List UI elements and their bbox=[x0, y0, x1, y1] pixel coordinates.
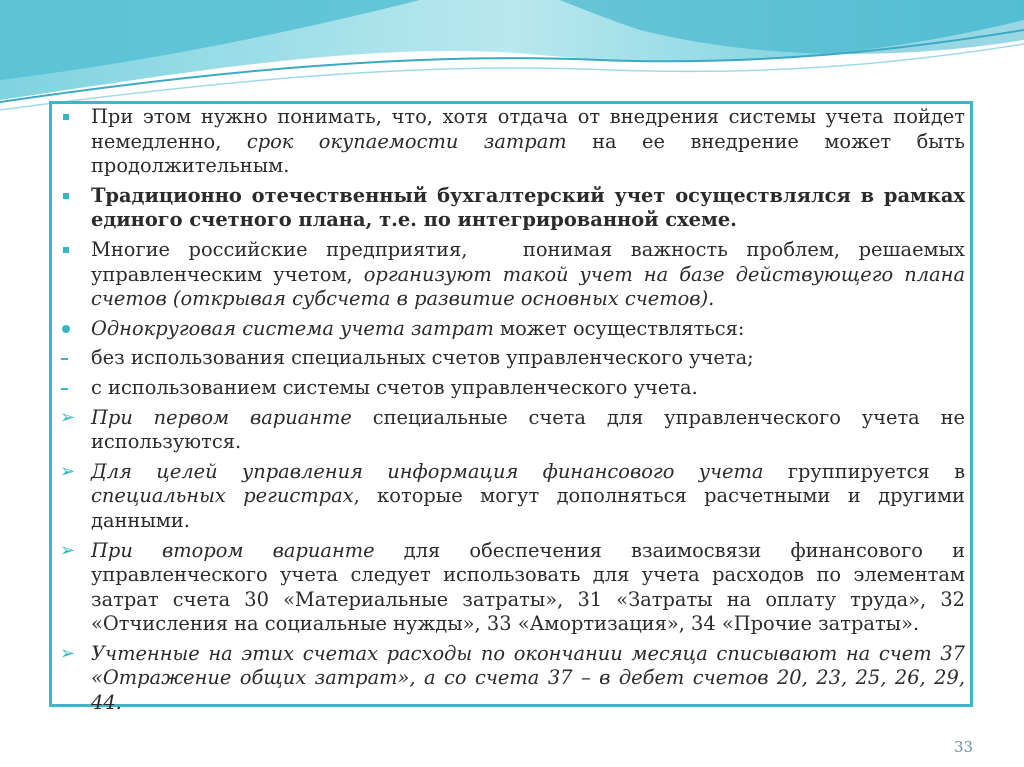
bullet-item bbox=[60, 317, 965, 342]
bullet-text: срок окупаемости затрат bbox=[246, 129, 567, 153]
bullet-item bbox=[60, 406, 965, 455]
bullet-text: может осуществляться: bbox=[493, 316, 745, 340]
bullet-text: При этом нужно понимать, что, хотя отдача от внедрения системы учета пойдет немедленно, bbox=[91, 105, 965, 153]
bullet-text: Традиционно отечественный бухгалтерский учет осуществлялся в рамках единого счетного плана, т.е. по интегрированной схеме. bbox=[91, 183, 965, 232]
bullet-item bbox=[60, 460, 965, 534]
bullet-text: , которые могут дополняться расчетными и другими данными. bbox=[91, 484, 965, 532]
page-number: 33 bbox=[954, 738, 974, 756]
bullet-text: Для целей управления информация финансового учета bbox=[91, 459, 764, 483]
bullet-text: организуют такой учет на базе действующего плана счетов (открывая субсчета в развитие основных счетов). bbox=[91, 262, 966, 311]
bullet-text: специальные счета для управленческого учета не используются. bbox=[91, 405, 965, 454]
bullet-text: При втором варианте bbox=[91, 538, 375, 562]
bullet-text: для обеспечения взаимосвязи финансового и управленческого учета следует использовать для учета расходов по элементам затрат счета 30 «Материальные затраты», 31 «Затраты на оплату труда», 32 «Отчисления на социальные нужды», 33 «Амортизация», 34 «Прочие затраты». bbox=[91, 538, 965, 636]
bullet-item bbox=[60, 642, 965, 716]
slide-body bbox=[60, 105, 965, 721]
arrow-bullet-icon: ➢ bbox=[60, 406, 76, 428]
bullet-item bbox=[60, 376, 965, 401]
bullet-item bbox=[60, 346, 965, 371]
bullet-text: При первом варианте bbox=[91, 405, 352, 429]
bullet-item bbox=[60, 539, 965, 637]
bullet-text: специальных регистрах bbox=[91, 484, 354, 508]
bullet-text: Однокруговая система учета затрат bbox=[91, 316, 494, 340]
bullet-text: группируется в bbox=[763, 459, 965, 483]
arrow-bullet-icon: ➢ bbox=[60, 460, 76, 482]
bullet-text: Учтенные на этих счетах расходы по окончании месяца списывают на счет 37 «Отражение общих затрат», а со счета 37 – в дебет счетов 20, 23, 25, 26, 29, 44. bbox=[91, 641, 965, 715]
bullet-item bbox=[60, 105, 965, 179]
bullet-item bbox=[60, 184, 965, 233]
bullet-text: на ее внедрение может быть продолжительным. bbox=[91, 129, 965, 178]
arrow-bullet-icon: ➢ bbox=[60, 642, 76, 664]
bullet-item bbox=[60, 238, 965, 312]
bullet-text: Многие российские предприятия, понимая важность проблем, решаемых управленческим учетом, bbox=[91, 237, 965, 286]
bullet-text: без использования специальных счетов управленческого учета; bbox=[91, 346, 754, 370]
bullet-text: с использованием системы счетов управленческого учета. bbox=[91, 375, 698, 399]
arrow-bullet-icon: ➢ bbox=[60, 539, 76, 561]
